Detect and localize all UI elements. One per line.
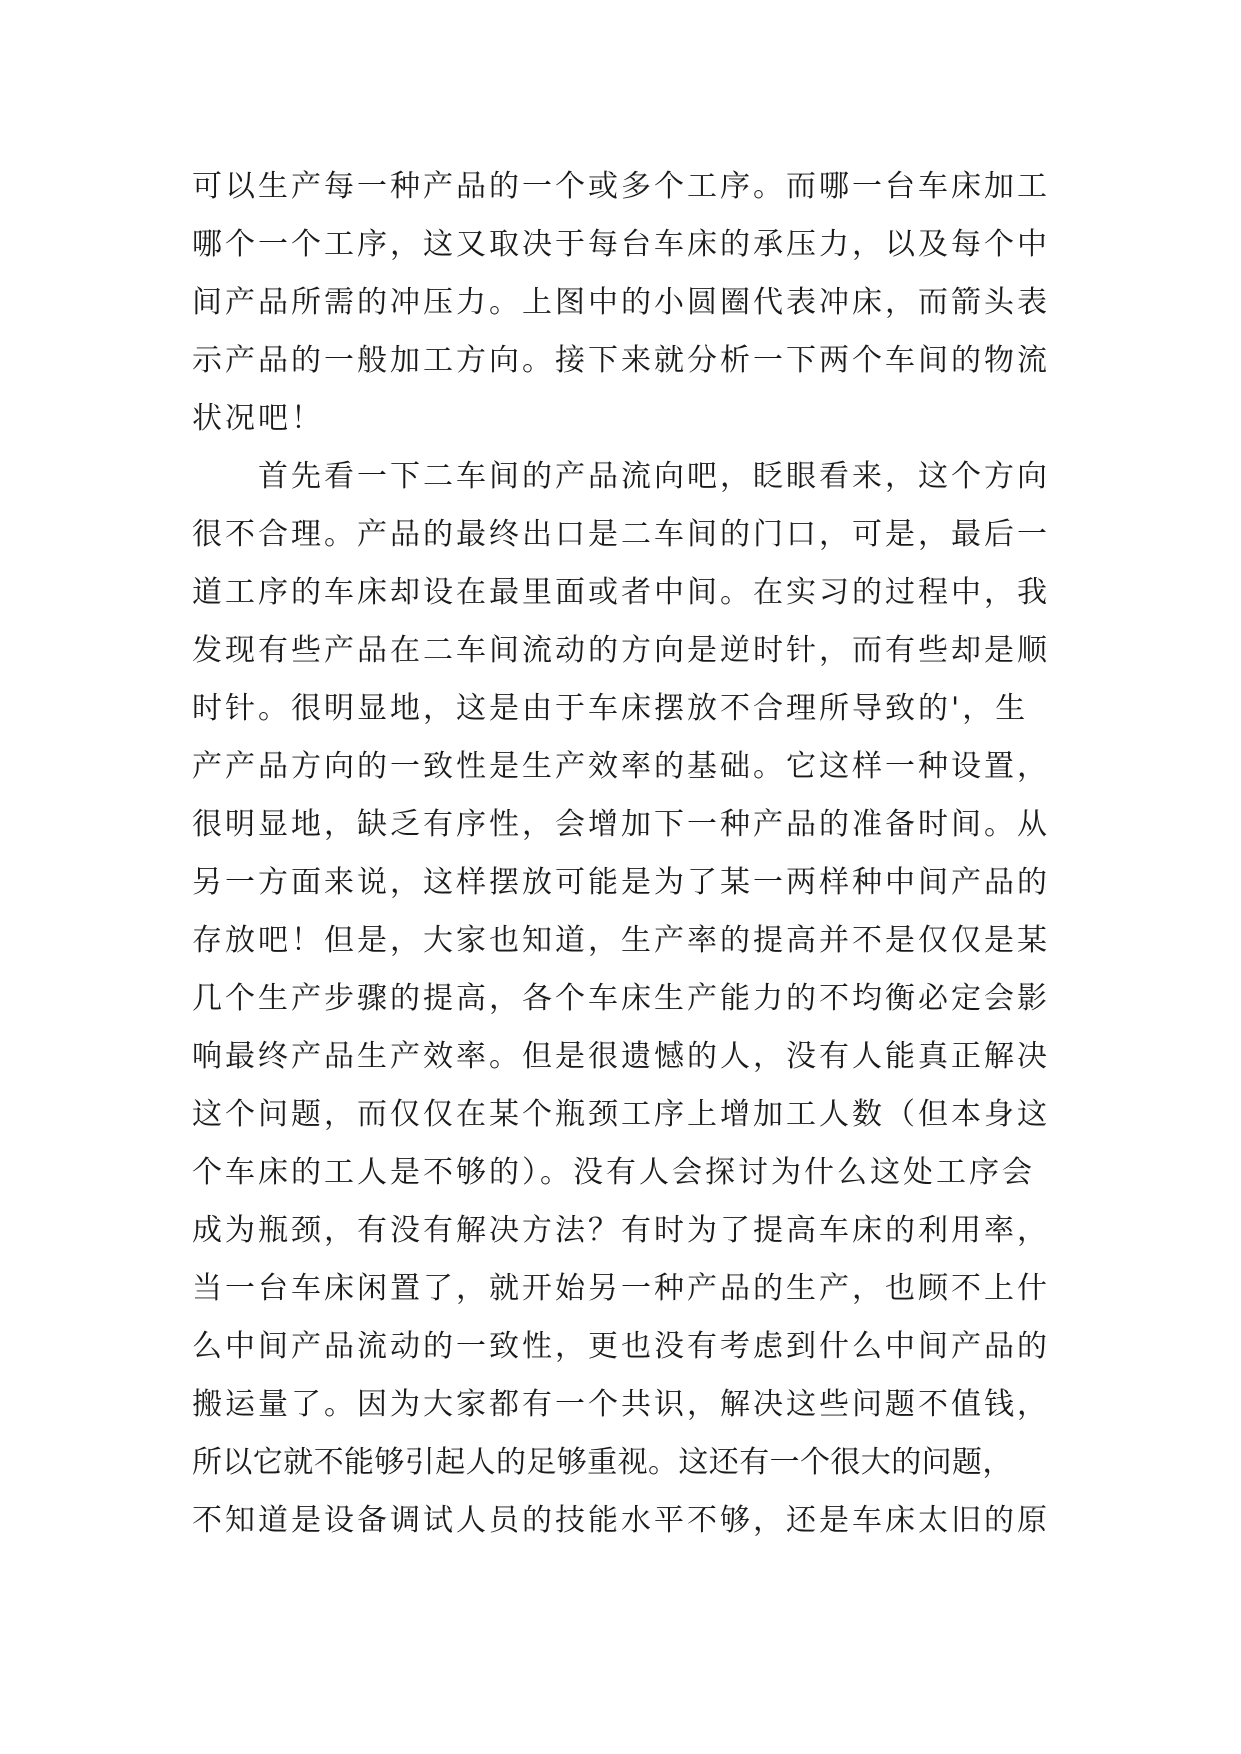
text-line: 示产品的一般加工方向。接下来就分析一下两个车间的物流 xyxy=(192,343,1050,378)
text-line: 另一方面来说，这样摆放可能是为了某一两样种中间产品的 xyxy=(192,865,1050,900)
text-line: 成为瓶颈，有没有解决方法？有时为了提高车床的利用率， xyxy=(192,1213,1050,1248)
text-line: 发现有些产品在二车间流动的方向是逆时针，而有些却是顺 xyxy=(192,633,1050,668)
text-line: 间产品所需的冲压力。上图中的小圆圈代表冲床，而箭头表 xyxy=(192,285,1050,320)
text-line: 个车床的工人是不够的）。没有人会探讨为什么这处工序会 xyxy=(192,1155,1035,1190)
text-line: 当一台车床闲置了，就开始另一种产品的生产，也顾不上什 xyxy=(192,1271,1050,1306)
text-line: 首先看一下二车间的产品流向吧，眨眼看来，这个方向 xyxy=(192,459,1050,494)
text-line: 道工序的车床却设在最里面或者中间。在实习的过程中，我 xyxy=(192,575,1050,610)
text-line: 时针。很明显地，这是由于车床摆放不合理所导致的'，生 xyxy=(192,691,1029,726)
text-line: 这个问题，而仅仅在某个瓶颈工序上增加工人数（但本身这 xyxy=(192,1097,1050,1132)
text-line: 几个生产步骤的提高，各个车床生产能力的不均衡必定会影 xyxy=(192,981,1050,1016)
text-line: 状况吧！ xyxy=(192,401,324,436)
text-line: 响最终产品生产效率。但是很遗憾的人，没有人能真正解决 xyxy=(192,1039,1050,1074)
text-line: 很不合理。产品的最终出口是二车间的门口，可是，最后一 xyxy=(192,517,1050,552)
text-line: 很明显地，缺乏有序性，会增加下一种产品的准备时间。从 xyxy=(192,807,1050,842)
text-line: 不知道是设备调试人员的技能水平不够，还是车床太旧的原 xyxy=(192,1503,1050,1538)
body-text xyxy=(192,158,1052,1550)
text-line: 所以它就不能够引起人的足够重视。这还有一个很大的问题， xyxy=(192,1445,1013,1480)
text-line: 存放吧！但是，大家也知道，生产率的提高并不是仅仅是某 xyxy=(192,923,1050,958)
text-line: 产产品方向的一致性是生产效率的基础。它这样一种设置， xyxy=(192,749,1050,784)
text-line: 搬运量了。因为大家都有一个共识，解决这些问题不值钱， xyxy=(192,1387,1050,1422)
text-line: 么中间产品流动的一致性，更也没有考虑到什么中间产品的 xyxy=(192,1329,1050,1364)
text-line: 可以生产每一种产品的一个或多个工序。而哪一台车床加工 xyxy=(192,169,1050,204)
text-line: 哪个一个工序，这又取决于每台车床的承压力，以及每个中 xyxy=(192,227,1050,262)
